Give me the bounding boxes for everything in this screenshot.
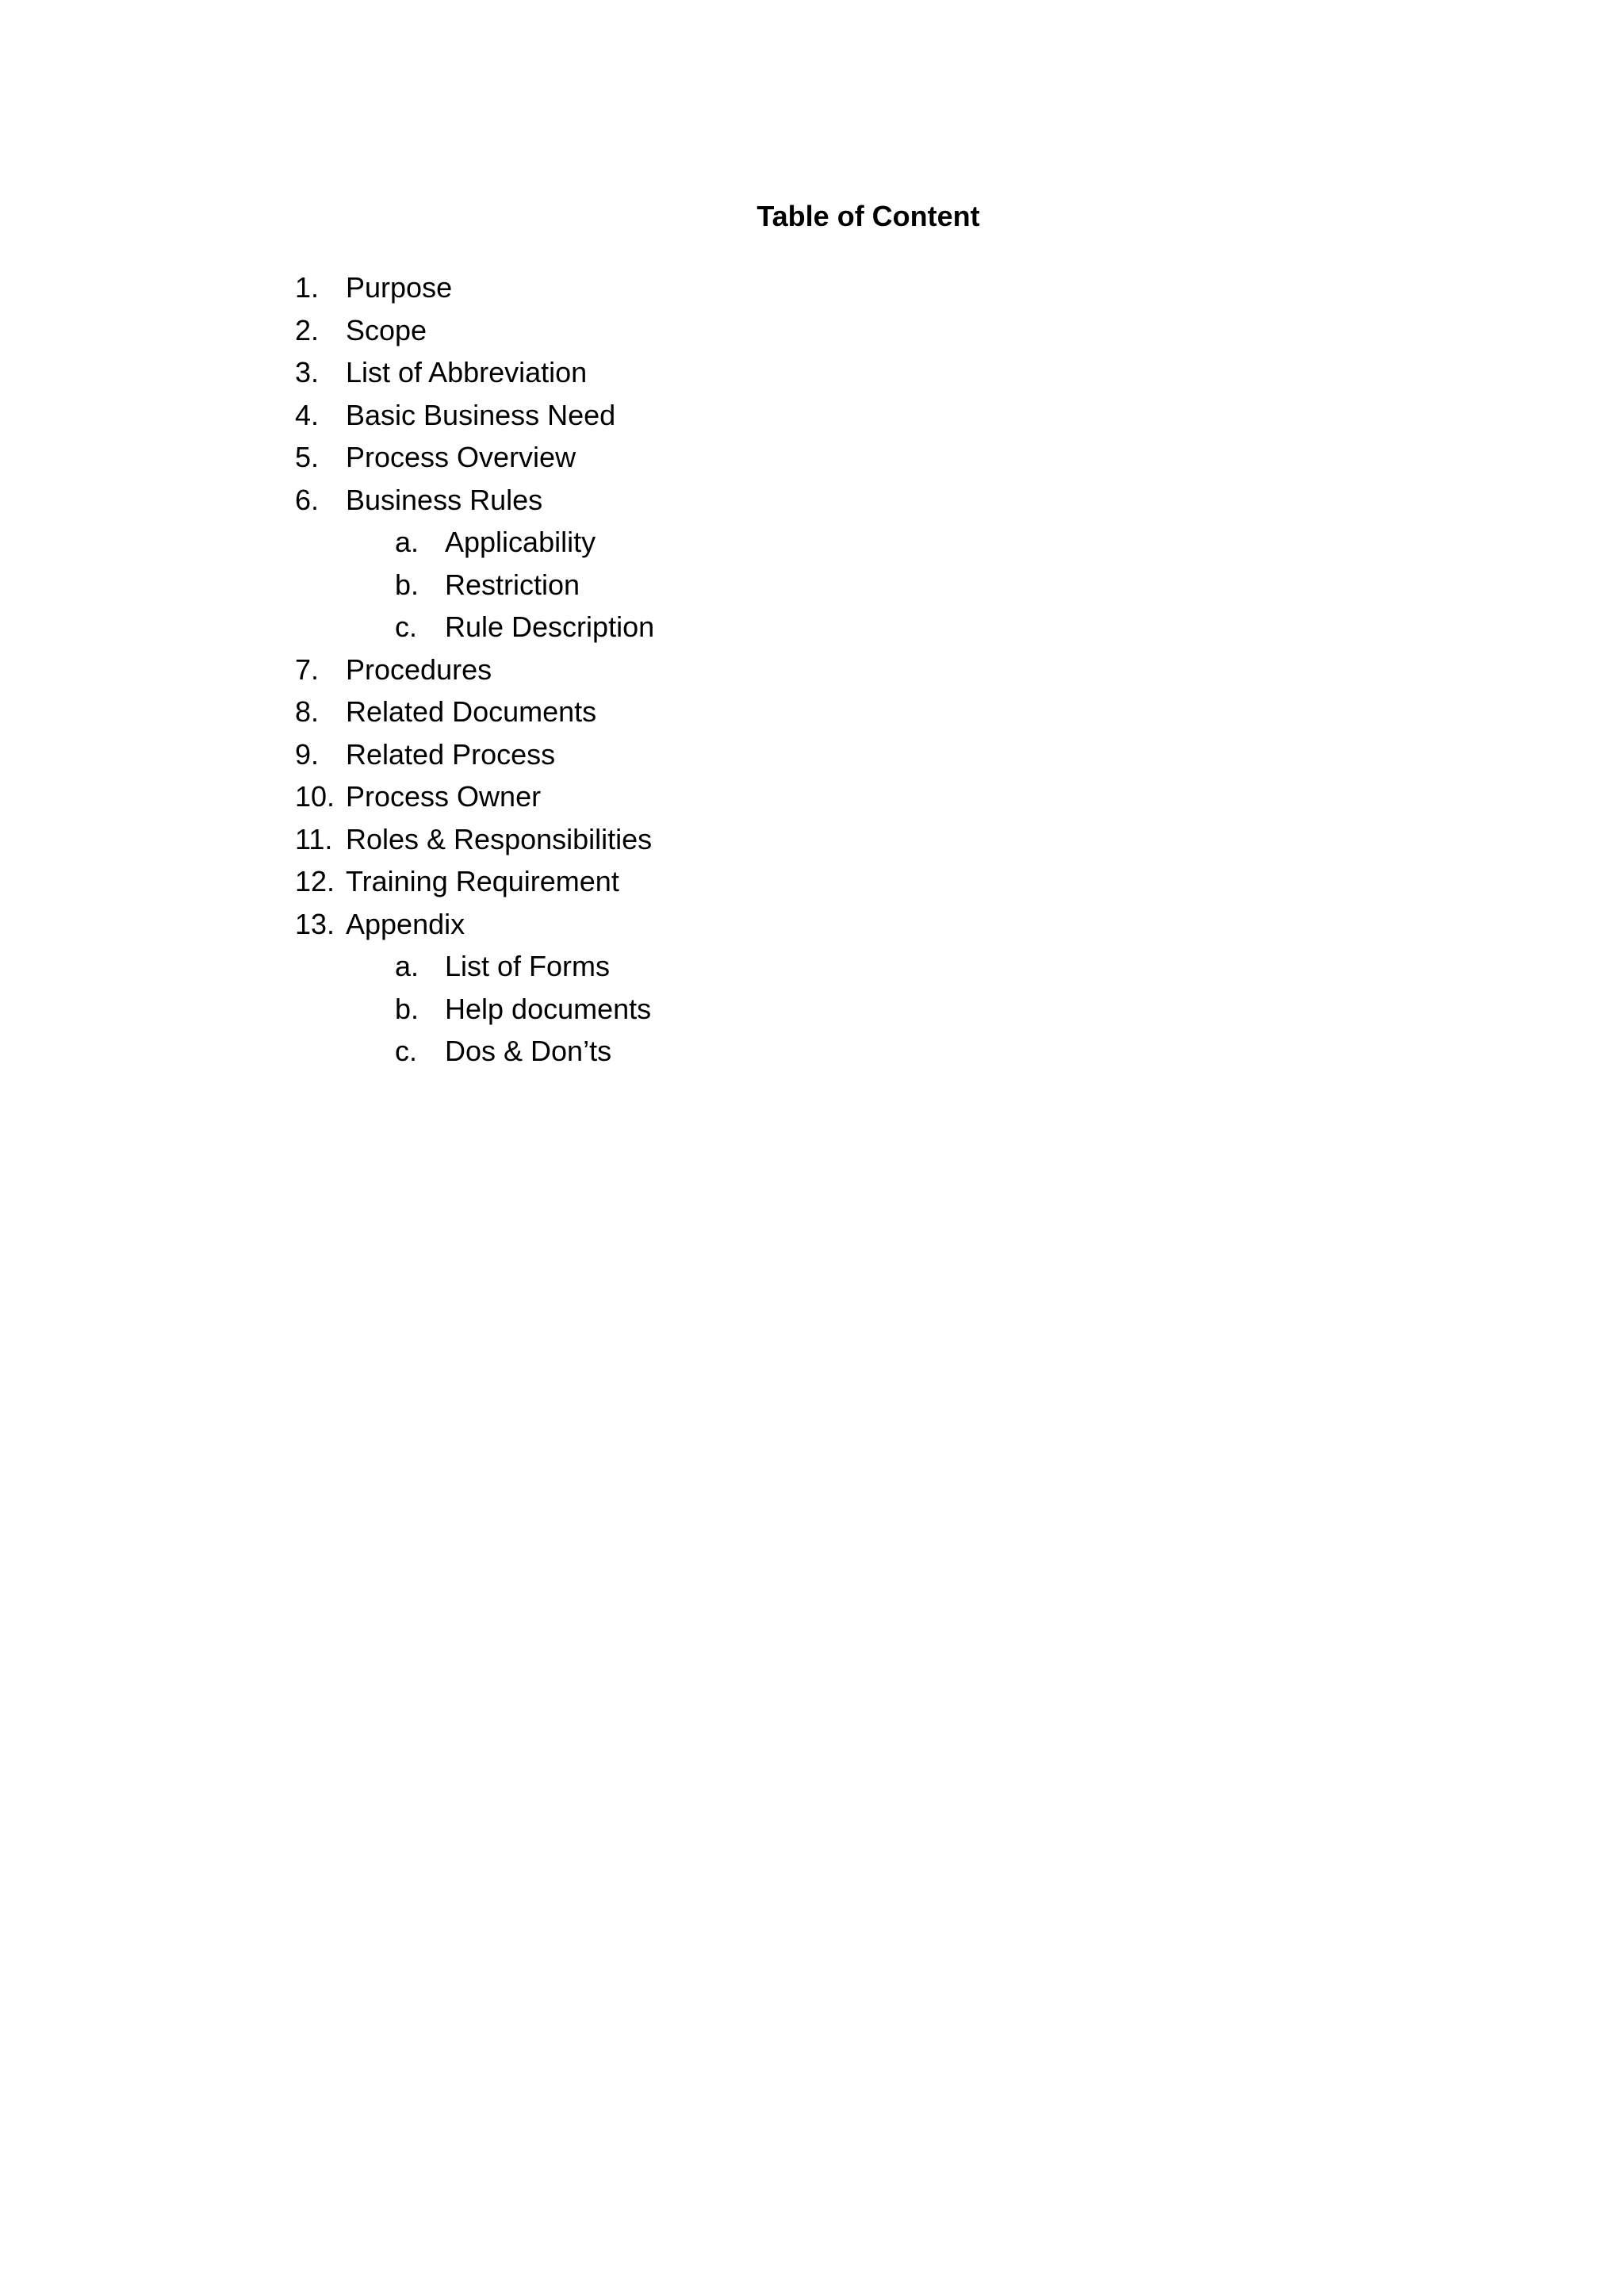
toc-item-number: 1. (295, 271, 320, 304)
toc-title: Table of Content (756, 200, 980, 232)
toc-subitem-label: Applicability (445, 526, 596, 558)
toc-item-number: 12. (295, 865, 335, 897)
toc-list (295, 266, 1326, 1073)
toc-subitem-label: Help documents (445, 992, 652, 1025)
toc-subitem-restriction (295, 564, 1326, 607)
toc-item-label: Appendix (346, 907, 465, 940)
toc-subitem-letter: c. (395, 1035, 418, 1067)
toc-item-number: 10. (295, 780, 335, 813)
toc-item-basic-business-need (295, 394, 1326, 437)
toc-item-process-overview (295, 436, 1326, 479)
toc-item-process-owner (295, 775, 1326, 818)
toc-item-label: Training Requirement (346, 865, 619, 897)
toc-subitem-label: Dos & Don’ts (445, 1035, 612, 1067)
toc-subitem-letter: a. (395, 526, 419, 558)
toc-item-related-process (295, 733, 1326, 776)
toc-item-label: Roles & Responsibilities (346, 822, 653, 855)
toc-item-scope (295, 309, 1326, 352)
toc-item-label: Purpose (346, 271, 453, 304)
toc-subitem-dos-donts (295, 1030, 1326, 1073)
toc-item-label: Scope (346, 313, 427, 346)
toc-item-label: Related Process (346, 737, 556, 771)
toc-item-purpose (295, 266, 1326, 309)
toc-item-label: Basic Business Need (346, 398, 616, 431)
toc-subitem-letter: b. (395, 568, 419, 601)
toc-subitem-label: Rule Description (445, 610, 655, 643)
toc-subitem-rule-description (295, 606, 1326, 649)
toc-item-number: 5. (295, 441, 320, 473)
toc-item-number: 9. (295, 737, 320, 771)
toc-item-label: Process Overview (346, 441, 576, 473)
toc-item-number: 11. (295, 822, 333, 855)
toc-subitem-letter: c. (395, 610, 418, 643)
toc-item-number: 4. (295, 398, 320, 431)
toc-subitem-label: List of Forms (445, 950, 611, 982)
toc-item-number: 13. (295, 907, 335, 940)
toc-item-roles-responsibilities (295, 818, 1326, 861)
toc-subitem-help-documents (295, 988, 1326, 1031)
toc-item-label: Business Rules (346, 483, 543, 516)
toc-item-label: Procedures (346, 652, 492, 686)
toc-item-training-requirement (295, 860, 1326, 903)
toc-subitem-letter: a. (395, 950, 419, 982)
toc-subitem-letter: b. (395, 992, 419, 1025)
toc-item-appendix (295, 903, 1326, 946)
toc-item-label: Process Owner (346, 780, 542, 813)
toc-item-procedures (295, 649, 1326, 691)
toc-item-label: List of Abbreviation (346, 356, 588, 388)
toc-item-number: 3. (295, 356, 320, 388)
toc-item-list-of-abbreviation (295, 351, 1326, 394)
toc-item-number: 8. (295, 695, 320, 728)
toc-subitem-list-of-forms (295, 945, 1326, 988)
toc-item-number: 2. (295, 313, 320, 346)
toc-item-business-rules (295, 479, 1326, 522)
toc-subitem-label: Restriction (445, 568, 580, 601)
toc-item-number: 6. (295, 483, 320, 516)
toc-item-number: 7. (295, 652, 320, 686)
toc-item-label: Related Documents (346, 695, 597, 728)
toc-item-related-documents (295, 691, 1326, 733)
toc-subitem-applicability (295, 521, 1326, 564)
